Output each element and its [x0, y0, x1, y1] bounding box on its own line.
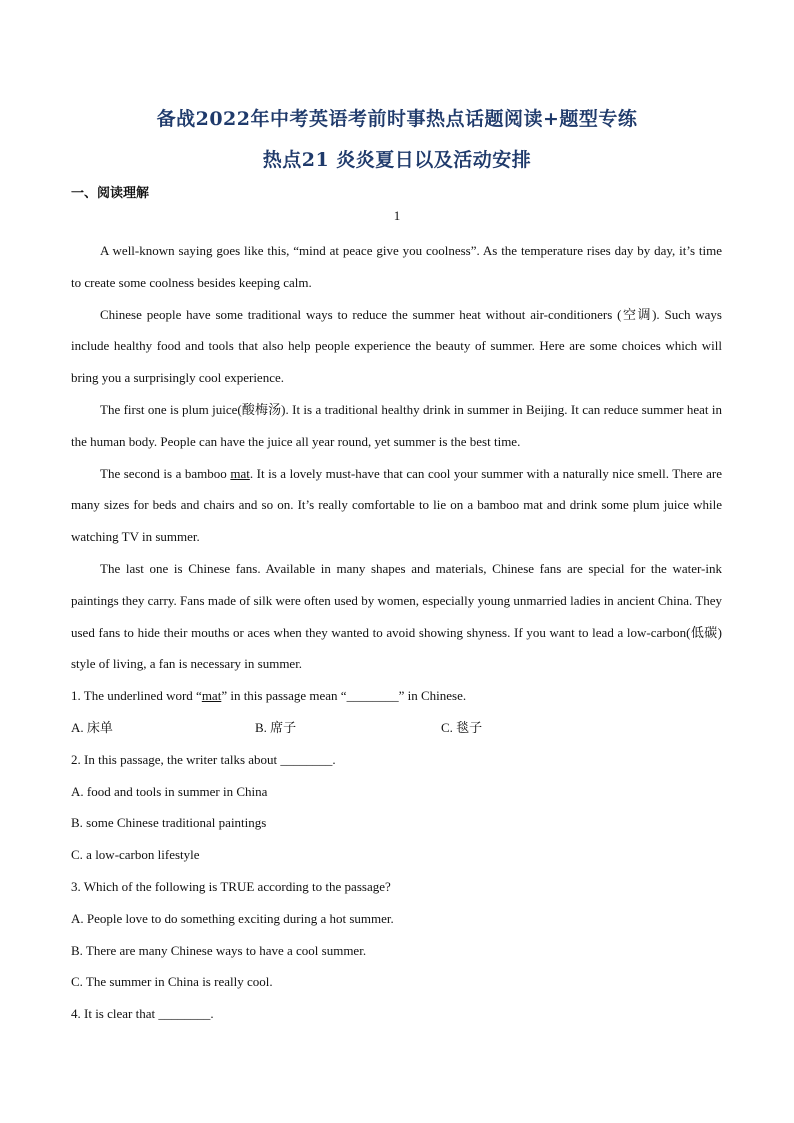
- question-3-option-b: B. There are many Chinese ways to have a cool summer.: [71, 942, 367, 958]
- question-2-stem: 2. In this passage, the writer talks about ________.: [71, 751, 336, 767]
- question-3-option-c: C. The summer in China is really cool.: [71, 974, 273, 990]
- question-3-option-a: A. People love to do something exciting during a hot summer.: [71, 910, 394, 926]
- question-1-option-c: C. 毯子: [441, 719, 483, 735]
- question-2-option-a: A. food and tools in summer in China: [71, 783, 268, 799]
- question-1-stem: [71, 680, 722, 712]
- passage-paragraph-3: The first one is plum juice(酸梅汤). It is a traditional healthy drink in summer in Beijing. It can reduce summer heat in the human body. People can have the juice all year round, yet summer is the best time.: [71, 401, 722, 449]
- paragraph-text: . It is a lovely must-have that can cool your summer with a naturally nice smell. There are many sizes for beds and chairs and so on. It’s really comfortable to lie on a bamboo mat and drink some plum juice while watching TV in summer.: [71, 465, 722, 545]
- passage-paragraph-5: The last one is Chinese fans. Available in many shapes and materials, Chinese fans are special for the water-ink paintings they carry. Fans made of silk were often used by women, especially young unmarried ladies in ancient China. They used fans to hide their mouths or aces when they wanted to avoid showing shyness. If you want to lead a low-carbon(低碳) style of living, a fan is necessary in summer.: [71, 560, 722, 672]
- passage-number: 1: [393, 208, 401, 223]
- question-1-option-a: A. 床单: [71, 719, 113, 735]
- question-4-stem: 4. It is clear that ________.: [71, 1006, 214, 1022]
- question-1-options: [71, 712, 722, 744]
- paragraph-text: The second is a bamboo: [100, 465, 231, 481]
- underlined-word: mat: [230, 465, 250, 481]
- document-subtitle: 热点21 炎炎夏日以及活动安排: [262, 149, 532, 171]
- question-text: 1. The underlined word “: [71, 688, 202, 704]
- question-2-option-b: B. some Chinese traditional paintings: [71, 815, 267, 831]
- passage-paragraph-1: A well-known saying goes like this, “mind at peace give you coolness”. As the temperature rises day by day, it’s time to create some coolness besides keeping calm.: [71, 243, 722, 290]
- section-heading: 一、阅读理解: [71, 186, 150, 201]
- document-body: [71, 235, 722, 1030]
- underlined-word: mat: [201, 688, 222, 704]
- question-2-option-c: C. a low-carbon lifestyle: [71, 847, 200, 863]
- passage-paragraph-2: Chinese people have some traditional ways to reduce the summer heat without air-conditioners (空调). Such ways include healthy food and tools that also help people experience the beauty of summer. Here are some choices which will bring you a surprisingly cool experience.: [71, 306, 722, 386]
- question-3-stem: 3. Which of the following is TRUE according to the passage?: [71, 878, 391, 894]
- document-title: 备战2022年中考英语考前时事热点话题阅读+题型专练: [156, 108, 638, 130]
- question-text: ” in this passage mean “________” in Chinese.: [221, 688, 467, 704]
- passage-paragraph-4: [71, 458, 722, 553]
- question-1-option-b: B. 席子: [255, 719, 297, 735]
